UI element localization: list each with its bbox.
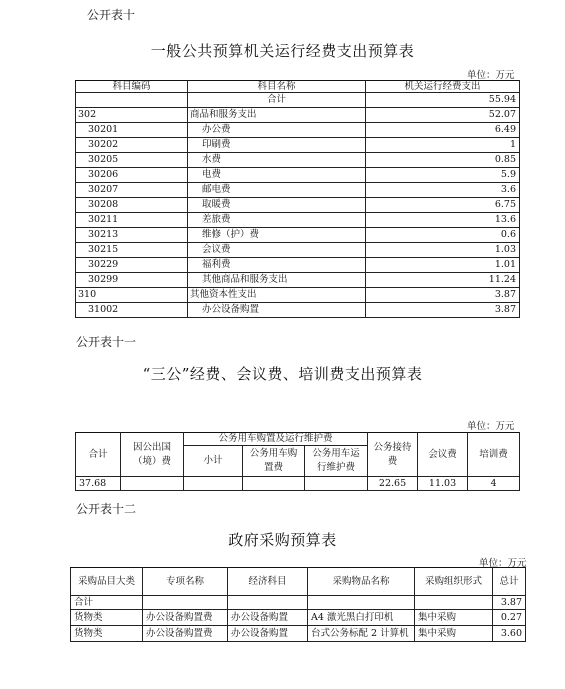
row-name: 水费 [188, 153, 366, 168]
unit-label-t11: 单位：万元 [467, 421, 515, 432]
row-value: 1 [366, 138, 520, 153]
row-value: 52.07 [366, 108, 520, 123]
header-subtotal: 小计 [184, 446, 243, 477]
row-value: 13.6 [366, 213, 520, 228]
row-code: 30201 [76, 123, 188, 138]
table-row [76, 303, 520, 318]
total-value: 3.87 [493, 596, 526, 610]
row-code: 30207 [76, 183, 188, 198]
table-row [76, 168, 520, 183]
row-value: 3.6 [366, 183, 520, 198]
row-value: 0.85 [366, 153, 520, 168]
table-row [71, 610, 526, 626]
row-code: 30202 [76, 138, 188, 153]
cell-meeting: 11.03 [418, 477, 468, 491]
row-name: 办公设备购置 [188, 303, 366, 318]
row-value: 6.49 [366, 123, 520, 138]
row-name: 商品和服务支出 [188, 108, 366, 123]
row-project: 办公设备购置费 [143, 626, 228, 642]
header-subject: 经济科目 [228, 568, 308, 596]
section-label-t11: 公开表十一 [76, 335, 137, 349]
row-form: 集中采购 [415, 610, 493, 626]
row-code: 30213 [76, 228, 188, 243]
row-name: 电费 [188, 168, 366, 183]
cell-total: 37.68 [76, 477, 121, 491]
header-code: 科目编码 [76, 81, 188, 93]
table-row [76, 198, 520, 213]
table-row [76, 213, 520, 228]
row-subject: 办公设备购置 [228, 610, 308, 626]
cell-vehicle-operation [305, 477, 368, 491]
row-code: 30205 [76, 153, 188, 168]
row-value: 3.60 [493, 626, 526, 642]
table-t11 [75, 432, 520, 491]
row-code: 30229 [76, 258, 188, 273]
row-name: 其他资本性支出 [188, 288, 366, 303]
section-label-t12: 公开表十二 [76, 502, 137, 516]
row-item: A4 激光黑白打印机 [308, 610, 415, 626]
header-vehicle: 公务用车购置及运行维护费 [184, 433, 368, 446]
total-label: 合计 [71, 596, 143, 610]
header-total: 总计 [493, 568, 526, 596]
row-code: 30299 [76, 273, 188, 288]
table-row [76, 153, 520, 168]
row-project: 办公设备购置费 [143, 610, 228, 626]
table-row [76, 258, 520, 273]
row-name: 其他商品和服务支出 [188, 273, 366, 288]
row-name: 差旅费 [188, 213, 366, 228]
header-vehicle-operation: 公务用车运 行维护费 [305, 446, 368, 477]
header-name: 科目名称 [188, 81, 366, 93]
row-value: 11.24 [366, 273, 520, 288]
row-subject: 办公设备购置 [228, 626, 308, 642]
total-code [76, 93, 188, 108]
row-form: 集中采购 [415, 626, 493, 642]
row-name: 邮电费 [188, 183, 366, 198]
total-empty-1 [143, 596, 228, 610]
row-value: 1.01 [366, 258, 520, 273]
row-value: 3.87 [366, 303, 520, 318]
page-title-t10: 一般公共预算机关运行经费支出预算表 [150, 42, 415, 60]
row-value: 0.6 [366, 228, 520, 243]
row-name: 福利费 [188, 258, 366, 273]
row-name: 维修（护）费 [188, 228, 366, 243]
cell-training: 4 [468, 477, 520, 491]
page-title-t12: 政府采购预算表 [228, 531, 337, 549]
table-t10 [75, 80, 520, 318]
table-t12 [70, 567, 526, 642]
total-value: 55.94 [366, 93, 520, 108]
table-row [76, 288, 520, 303]
section-label-t10: 公开表十 [87, 8, 136, 22]
header-training: 培训费 [468, 433, 520, 477]
row-code: 310 [76, 288, 188, 303]
table-row [71, 626, 526, 642]
header-vehicle-purchase: 公务用车购 置费 [243, 446, 305, 477]
row-code: 30206 [76, 168, 188, 183]
row-code: 30211 [76, 213, 188, 228]
row-code: 30215 [76, 243, 188, 258]
header-meeting: 会议费 [418, 433, 468, 477]
table-row [76, 138, 520, 153]
total-empty-2 [228, 596, 308, 610]
row-name: 会议费 [188, 243, 366, 258]
row-name: 印刷费 [188, 138, 366, 153]
row-code: 31002 [76, 303, 188, 318]
row-name: 办公费 [188, 123, 366, 138]
table-row [76, 273, 520, 288]
table-row [76, 123, 520, 138]
total-empty-3 [308, 596, 415, 610]
total-empty-4 [415, 596, 493, 610]
row-value: 5.9 [366, 168, 520, 183]
row-name: 取暖费 [188, 198, 366, 213]
cell-vehicle-purchase [243, 477, 305, 491]
header-category: 采购品目大类 [71, 568, 143, 596]
header-abroad: 因公出国 （境）费 [121, 433, 184, 477]
header-item: 采购物品名称 [308, 568, 415, 596]
table-row [76, 228, 520, 243]
row-item: 台式公务标配 2 计算机 [308, 626, 415, 642]
header-form: 采购组织形式 [415, 568, 493, 596]
row-value: 6.75 [366, 198, 520, 213]
row-category: 货物类 [71, 610, 143, 626]
row-code: 30208 [76, 198, 188, 213]
unit-label-t12: 单位：万元 [479, 558, 527, 569]
page-title-t11: “三公”经费、会议费、培训费支出预算表 [142, 365, 423, 383]
table-row [76, 243, 520, 258]
header-amount: 机关运行经费支出 [366, 81, 520, 93]
table-row [76, 108, 520, 123]
unit-label-t10: 单位：万元 [467, 70, 515, 81]
row-value: 3.87 [366, 288, 520, 303]
row-code: 302 [76, 108, 188, 123]
cell-abroad [121, 477, 184, 491]
header-total: 合计 [76, 433, 121, 477]
total-label: 合计 [188, 93, 366, 108]
row-category: 货物类 [71, 626, 143, 642]
row-value: 0.27 [493, 610, 526, 626]
table-row [76, 183, 520, 198]
header-reception: 公务接待 费 [368, 433, 418, 477]
header-project: 专项名称 [143, 568, 228, 596]
cell-subtotal [184, 477, 243, 491]
row-value: 1.03 [366, 243, 520, 258]
cell-reception: 22.65 [368, 477, 418, 491]
